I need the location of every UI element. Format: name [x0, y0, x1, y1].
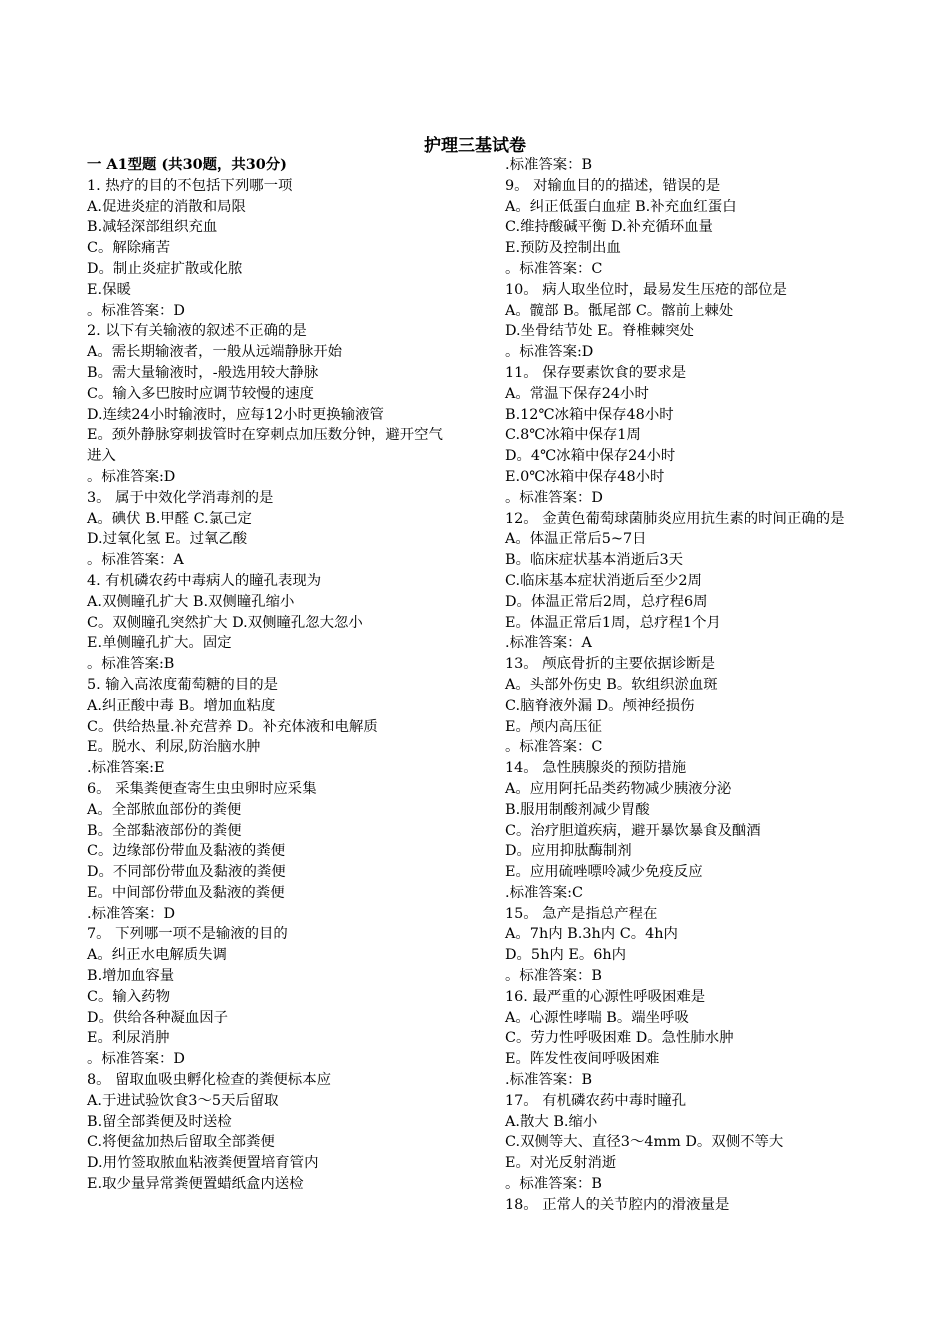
right-column	[505, 155, 870, 1216]
text-line: D。体温正常后2周，总疗程6周	[505, 593, 708, 610]
text-line: 6。 采集粪便查寄生虫虫卵时应采集	[87, 780, 317, 797]
text-line: E。颈外静脉穿刺拔管时在穿刺点加压数分钟，避开空气进入	[87, 427, 443, 465]
text-line: D.过氧化氢 E。过氧乙酸	[87, 531, 248, 548]
text-line: 5. 输入高浓度葡萄糖的目的是	[87, 676, 278, 693]
text-line: E.取少量异常粪便置蜡纸盒内送检	[87, 1176, 304, 1193]
text-line: 。标准答案：D	[87, 1051, 185, 1068]
text-line: 。标准答案：A	[87, 552, 184, 569]
text-line: E。体温正常后1周，总疗程1个月	[505, 614, 721, 631]
text-line: C.脑脊液外漏 D。颅神经损伤	[505, 697, 695, 714]
text-line: E.预防及控制出血	[505, 240, 621, 257]
text-line: D。供给各种凝血因子	[87, 1009, 229, 1026]
text-line: A。全部脓血部份的粪便	[87, 801, 242, 818]
text-line: 10。 病人取坐位时，最易发生压疮的部位是	[505, 281, 787, 298]
text-line: A。需长期输液者，一般从远端静脉开始	[87, 344, 343, 361]
text-line: .标准答案：D	[87, 905, 176, 922]
text-line: B.减轻深部组织充血	[87, 219, 218, 236]
text-line: B.留全部粪便及时送检	[87, 1113, 232, 1130]
text-line: 8。 留取血吸虫孵化检查的粪便标本应	[87, 1072, 331, 1089]
text-line: 17。 有机磷农药中毒时瞳孔	[505, 1092, 687, 1109]
text-line: 3。 属于中效化学消毒剂的是	[87, 489, 274, 506]
text-line: 。标准答案：C	[505, 739, 603, 756]
text-line: B.服用制酸剂减少胃酸	[505, 801, 650, 818]
text-line: 。标准答案：B	[505, 1176, 602, 1193]
text-line: 1. 热疗的目的不包括下列哪一项	[87, 177, 293, 194]
text-line: 15。 急产是指总产程在	[505, 905, 658, 922]
page-title: 护理三基试卷	[424, 136, 526, 156]
text-line: .标准答案：B	[505, 1072, 593, 1089]
text-line: 18。 正常人的关节腔内的滑液量是	[505, 1196, 730, 1213]
text-line: A.于进试验饮食3～5天后留取	[87, 1092, 279, 1109]
text-line: D.坐骨结节处 E。脊椎棘突处	[505, 323, 694, 340]
text-line: 12。 金黄色葡萄球菌肺炎应用抗生素的时间正确的是	[505, 510, 845, 527]
text-line: A。头部外伤史 B。软组织淤血斑	[505, 676, 718, 693]
text-line: B。全部黏液部份的粪便	[87, 822, 242, 839]
text-line: C.双侧等大、直径3～4mm D。双侧不等大	[505, 1134, 784, 1151]
text-line: A。心源性哮喘 B。端坐呼吸	[505, 1009, 689, 1026]
text-line: A。常温下保存24小时	[505, 385, 649, 402]
text-line: B。临床症状基本消逝后3天	[505, 552, 684, 569]
text-line: C。输入多巴胺时应调节较慢的速度	[87, 385, 314, 402]
text-line: A.促进炎症的消散和局限	[87, 198, 246, 215]
section-heading: 一 A1型题 (共30题，共30分)	[87, 156, 287, 173]
text-line: D。4℃冰箱中保存24小时	[505, 448, 676, 465]
text-line: 。标准答案：B	[505, 968, 602, 985]
text-line: 13。 颅底骨折的主要依据诊断是	[505, 656, 715, 673]
text-line: B.增加血容量	[87, 968, 175, 985]
text-line: C。边缘部份带血及黏液的粪便	[87, 843, 286, 860]
text-line: E。对光反射消逝	[505, 1155, 617, 1172]
text-line: A.双侧瞳孔扩大 B.双侧瞳孔缩小	[87, 593, 295, 610]
text-line: A。7h内 B.3h内 C。4h内	[505, 926, 678, 943]
text-line: A.散大 B.缩小	[505, 1113, 598, 1130]
text-line: A。纠正水电解质失调	[87, 947, 227, 964]
text-line: C。双侧瞳孔突然扩大 D.双侧瞳孔忽大忽小	[87, 614, 363, 631]
text-line: E。中间部份带血及黏液的粪便	[87, 884, 285, 901]
text-line: 14。 急性胰腺炎的预防措施	[505, 760, 687, 777]
text-line: 16. 最严重的心源性呼吸困难是	[505, 988, 706, 1005]
text-line: 。标准答案:B	[87, 656, 175, 673]
text-line: C.将便盆加热后留取全部粪便	[87, 1134, 275, 1151]
text-line: 9。 对输血目的的描述，错误的是	[505, 177, 721, 194]
text-line: E.保暖	[87, 281, 131, 298]
text-line: .标准答案：A	[505, 635, 592, 652]
text-line: 7。 下列哪一项不是输液的目的	[87, 926, 288, 943]
text-line: C。输入药物	[87, 988, 170, 1005]
text-line: B.12℃冰箱中保存48小时	[505, 406, 674, 423]
text-line: D。不同部份带血及黏液的粪便	[87, 864, 286, 881]
text-line: E。脱水、利尿,防治脑水肿	[87, 739, 261, 756]
text-line: .标准答案:C	[505, 884, 583, 901]
text-line: 4. 有机磷农药中毒病人的瞳孔表现为	[87, 572, 322, 589]
text-line: E.单侧瞳孔扩大。固定	[87, 635, 232, 652]
text-line: D.用竹签取脓血粘液粪便置培育管内	[87, 1155, 319, 1172]
text-line: A.纠正酸中毒 B。增加血粘度	[87, 697, 276, 714]
text-line: E。颅内高压征	[505, 718, 602, 735]
left-column	[87, 155, 452, 1195]
text-line: 。标准答案:D	[87, 468, 176, 485]
text-line: E。应用硫唑嘌呤减少免疫反应	[505, 864, 703, 881]
text-line: C。劳力性呼吸困难 D。急性肺水肿	[505, 1030, 734, 1047]
text-line: 11。 保存要素饮食的要求是	[505, 364, 687, 381]
text-line: 2. 以下有关输液的叙述不正确的是	[87, 323, 307, 340]
text-line: A。纠正低蛋白血症 B.补充血红蛋白	[505, 198, 737, 215]
text-line: E。阵发性夜间呼吸困难	[505, 1051, 660, 1068]
text-line: .标准答案：B	[505, 157, 593, 173]
text-line: D。应用抑肽酶制剂	[505, 843, 632, 860]
text-line: A。体温正常后5~7日	[505, 531, 647, 548]
text-line: E。利尿消肿	[87, 1030, 170, 1047]
text-line: A。应用阿托品类药物减少胰液分泌	[505, 780, 732, 797]
text-line: A。髋部 B。骶尾部 C。髂前上棘处	[505, 302, 734, 319]
text-line: C。供给热量.补充营养 D。补充体液和电解质	[87, 718, 378, 735]
text-line: E.0℃冰箱中保存48小时	[505, 468, 665, 485]
text-line: A。碘伏 B.甲醛 C.氯己定	[87, 510, 252, 527]
text-line: C.维持酸碱平衡 D.补充循环血量	[505, 219, 713, 236]
text-line: D。5h内 E。6h内	[505, 947, 627, 964]
text-line: C。治疗胆道疾病，避开暴饮暴食及酗酒	[505, 822, 761, 839]
text-line: B。需大量输液时，-般选用较大静脉	[87, 364, 319, 381]
text-line: C.临床基本症状消逝后至少2周	[505, 572, 702, 589]
text-line: 。标准答案:D	[505, 344, 594, 361]
text-line: 。标准答案：D	[505, 489, 603, 506]
text-line: D.连续24小时输液时，应每12小时更换输液管	[87, 406, 384, 423]
text-line: 。标准答案：D	[87, 302, 185, 319]
text-line: 。标准答案：C	[505, 260, 603, 277]
text-line: C。解除痛苦	[87, 240, 170, 257]
text-line: C.8℃冰箱中保存1周	[505, 427, 641, 444]
text-line: D。制止炎症扩散或化脓	[87, 260, 243, 277]
text-line: .标准答案:E	[87, 760, 165, 777]
